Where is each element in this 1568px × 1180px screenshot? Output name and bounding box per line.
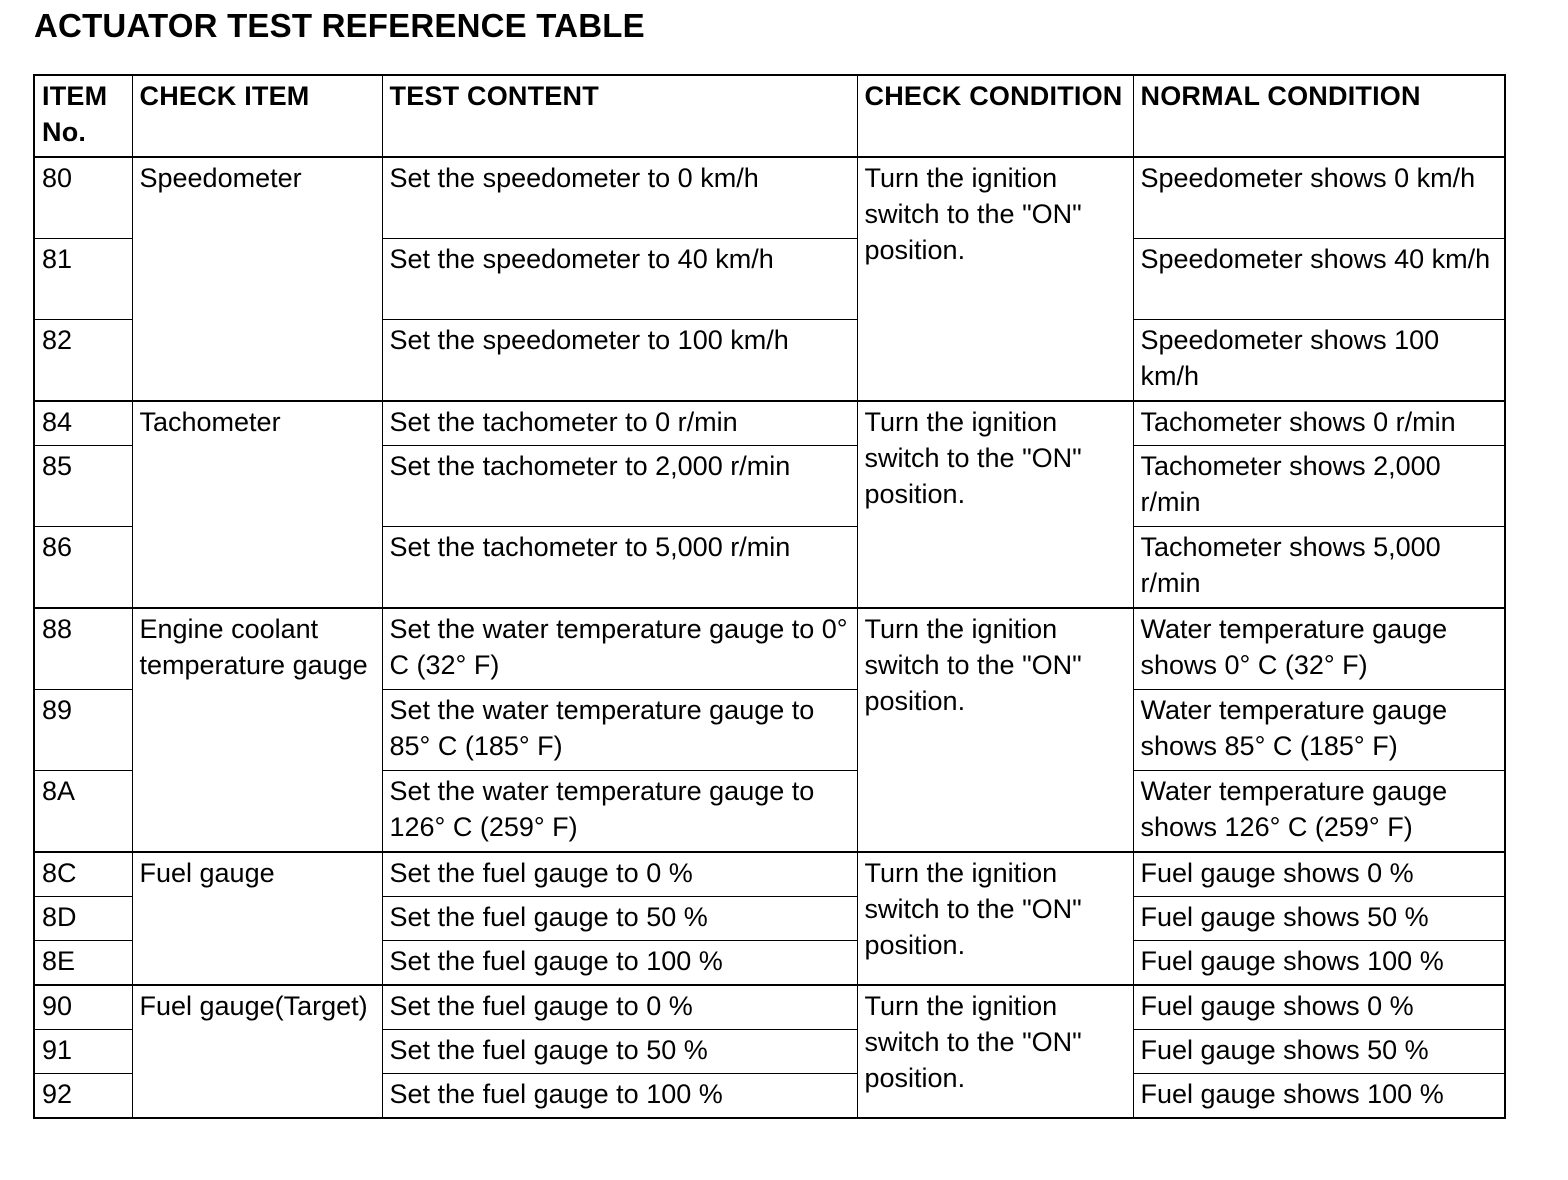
test-content-cell: Set the water temperature gauge to 85° C (185° F) bbox=[382, 690, 857, 771]
normal-condition-cell: Tachometer shows 0 r/min bbox=[1133, 401, 1505, 446]
table-row bbox=[34, 985, 1505, 1030]
check-condition-cell: Turn the ignition switch to the "ON" position. bbox=[857, 852, 1133, 985]
check-item-cell: Speedometer bbox=[132, 157, 382, 401]
test-content-cell: Set the water temperature gauge to 126° C (259° F) bbox=[382, 771, 857, 853]
table-row bbox=[34, 157, 1505, 239]
test-content-cell: Set the speedometer to 40 km/h bbox=[382, 239, 857, 320]
normal-condition-cell: Water temperature gauge shows 85° C (185° F) bbox=[1133, 690, 1505, 771]
header-test-content: TEST CONTENT bbox=[382, 75, 857, 157]
item-no-cell: 8E bbox=[34, 941, 132, 986]
normal-condition-cell: Speedometer shows 40 km/h bbox=[1133, 239, 1505, 320]
header-normal-condition: NORMAL CONDITION bbox=[1133, 75, 1505, 157]
item-no-cell: 8A bbox=[34, 771, 132, 853]
test-content-cell: Set the fuel gauge to 0 % bbox=[382, 985, 857, 1030]
check-item-cell: Fuel gauge bbox=[132, 852, 382, 985]
check-condition-cell: Turn the ignition switch to the "ON" position. bbox=[857, 608, 1133, 852]
item-no-cell: 86 bbox=[34, 527, 132, 609]
normal-condition-cell: Tachometer shows 2,000 r/min bbox=[1133, 446, 1505, 527]
test-content-cell: Set the tachometer to 5,000 r/min bbox=[382, 527, 857, 609]
normal-condition-cell: Fuel gauge shows 0 % bbox=[1133, 852, 1505, 897]
check-item-cell: Fuel gauge(Target) bbox=[132, 985, 382, 1118]
test-content-cell: Set the fuel gauge to 100 % bbox=[382, 941, 857, 986]
normal-condition-cell: Water temperature gauge shows 0° C (32° F) bbox=[1133, 608, 1505, 690]
table-row bbox=[34, 852, 1505, 897]
item-no-cell: 84 bbox=[34, 401, 132, 446]
item-no-cell: 8D bbox=[34, 897, 132, 941]
normal-condition-cell: Fuel gauge shows 50 % bbox=[1133, 897, 1505, 941]
test-content-cell: Set the tachometer to 0 r/min bbox=[382, 401, 857, 446]
test-content-cell: Set the water temperature gauge to 0° C (32° F) bbox=[382, 608, 857, 690]
page-title: ACTUATOR TEST REFERENCE TABLE bbox=[34, 7, 645, 44]
reference-table bbox=[33, 74, 1506, 1119]
test-content-cell: Set the fuel gauge to 50 % bbox=[382, 1030, 857, 1074]
item-no-cell: 85 bbox=[34, 446, 132, 527]
normal-condition-cell: Speedometer shows 0 km/h bbox=[1133, 157, 1505, 239]
test-content-cell: Set the fuel gauge to 100 % bbox=[382, 1074, 857, 1119]
item-no-cell: 82 bbox=[34, 320, 132, 402]
test-content-cell: Set the speedometer to 100 km/h bbox=[382, 320, 857, 402]
normal-condition-cell: Fuel gauge shows 100 % bbox=[1133, 941, 1505, 986]
header-item-no: ITEM No. bbox=[34, 75, 132, 157]
item-no-cell: 92 bbox=[34, 1074, 132, 1119]
check-item-cell: Engine coolant temperature gauge bbox=[132, 608, 382, 852]
item-no-cell: 8C bbox=[34, 852, 132, 897]
normal-condition-cell: Tachometer shows 5,000 r/min bbox=[1133, 527, 1505, 609]
item-no-cell: 80 bbox=[34, 157, 132, 239]
check-condition-cell: Turn the ignition switch to the "ON" position. bbox=[857, 157, 1133, 401]
test-content-cell: Set the speedometer to 0 km/h bbox=[382, 157, 857, 239]
test-content-cell: Set the fuel gauge to 50 % bbox=[382, 897, 857, 941]
normal-condition-cell: Fuel gauge shows 100 % bbox=[1133, 1074, 1505, 1119]
item-no-cell: 88 bbox=[34, 608, 132, 690]
test-content-cell: Set the fuel gauge to 0 % bbox=[382, 852, 857, 897]
header-row bbox=[34, 75, 1505, 157]
check-item-cell: Tachometer bbox=[132, 401, 382, 608]
item-no-cell: 91 bbox=[34, 1030, 132, 1074]
normal-condition-cell: Fuel gauge shows 50 % bbox=[1133, 1030, 1505, 1074]
header-check-item: CHECK ITEM bbox=[132, 75, 382, 157]
table-row bbox=[34, 608, 1505, 690]
normal-condition-cell: Water temperature gauge shows 126° C (259° F) bbox=[1133, 771, 1505, 853]
normal-condition-cell: Speedometer shows 100 km/h bbox=[1133, 320, 1505, 402]
normal-condition-cell: Fuel gauge shows 0 % bbox=[1133, 985, 1505, 1030]
item-no-cell: 89 bbox=[34, 690, 132, 771]
check-condition-cell: Turn the ignition switch to the "ON" position. bbox=[857, 985, 1133, 1118]
test-content-cell: Set the tachometer to 2,000 r/min bbox=[382, 446, 857, 527]
check-condition-cell: Turn the ignition switch to the "ON" position. bbox=[857, 401, 1133, 608]
header-check-condition: CHECK CONDITION bbox=[857, 75, 1133, 157]
item-no-cell: 81 bbox=[34, 239, 132, 320]
item-no-cell: 90 bbox=[34, 985, 132, 1030]
table-row bbox=[34, 401, 1505, 446]
